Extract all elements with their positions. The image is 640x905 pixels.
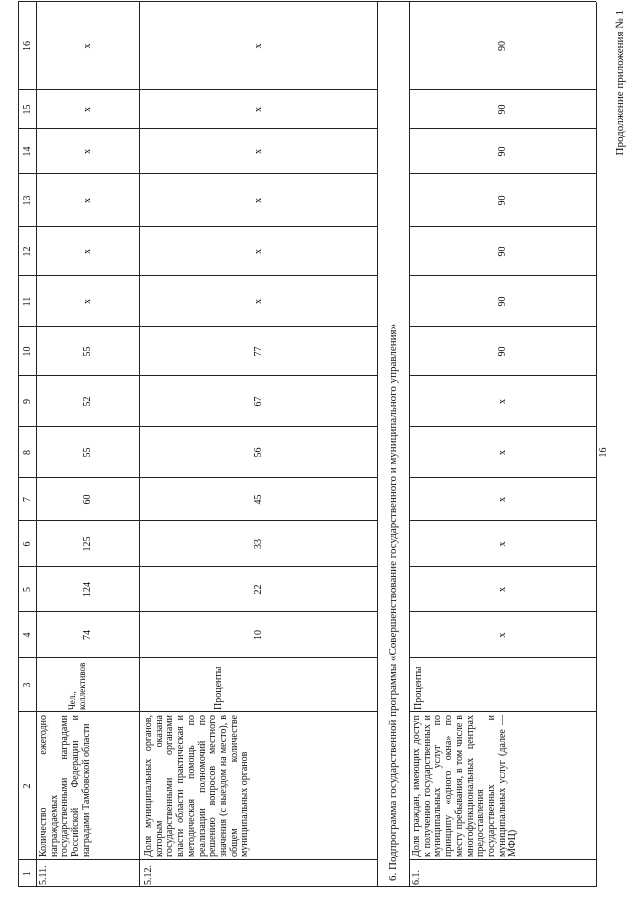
row-id-5-11: 5.11. — [38, 865, 49, 885]
indicator-table — [18, 2, 596, 887]
page-number: 16 — [598, 447, 609, 458]
col-divider — [409, 711, 596, 712]
col-divider — [18, 520, 377, 521]
value-6-1-col6: x — [497, 541, 508, 547]
col-divider — [18, 566, 377, 567]
value-5-11-col6: 125 — [82, 536, 93, 552]
row-id-5-12: 5.12. — [143, 865, 154, 885]
header-cell-col10: 10 — [21, 346, 33, 357]
col-divider — [18, 859, 377, 860]
value-5-11-col15: x — [82, 107, 93, 112]
value-5-11-col13: x — [82, 198, 93, 203]
table-rule-header — [36, 2, 37, 887]
header-cell-col2: 2 — [21, 783, 33, 789]
header-cell-col4: 4 — [21, 632, 33, 638]
header-cell-col9: 9 — [21, 399, 33, 404]
col-divider — [409, 128, 596, 129]
table-rule-section — [409, 2, 410, 887]
table-rule-right — [18, 1, 596, 2]
col-divider — [18, 326, 377, 327]
table-rule-row-5-11 — [139, 2, 140, 887]
col-divider — [18, 711, 377, 712]
row-description-6-1: Доля граждан, имеющих доступ к получению государственных и муниципальных услуг по принципу «одного окна» по месту пребывания, в том числе в многофункциональных центрах предоставления государственных и муниципальных услуг (далее — МФЦ) — [411, 715, 519, 857]
value-5-12-col8: 56 — [252, 447, 264, 458]
col-divider — [409, 657, 596, 658]
value-5-11-col4: 74 — [82, 630, 93, 640]
header-cell-col14: 14 — [21, 146, 33, 157]
value-5-11-col16: x — [82, 43, 93, 49]
value-6-1-col14: 90 — [497, 146, 508, 157]
value-5-12-col13: x — [252, 198, 264, 203]
header-cell-col8: 8 — [21, 450, 33, 455]
value-6-1-col10: 90 — [497, 346, 508, 357]
header-cell-col5: 5 — [21, 587, 33, 592]
col-divider — [409, 566, 596, 567]
value-5-11-col5: 124 — [82, 582, 93, 597]
col-divider — [18, 128, 377, 129]
header-cell-col16: 16 — [21, 41, 33, 51]
table-rule-left — [18, 886, 596, 887]
value-6-1-col15: 90 — [497, 104, 508, 115]
col-divider — [18, 477, 377, 478]
value-6-1-col9: x — [497, 399, 508, 404]
col-divider — [18, 611, 377, 612]
header-cell-col6: 6 — [21, 541, 33, 547]
value-6-1-col5: x — [497, 587, 508, 592]
value-5-12-col14: x — [252, 149, 264, 154]
col-divider — [409, 275, 596, 276]
col-divider — [18, 657, 377, 658]
col-divider — [409, 226, 596, 227]
value-5-12-col6: 33 — [252, 539, 264, 549]
col-divider — [409, 477, 596, 478]
table-rule-row-5-12 — [377, 2, 378, 887]
value-6-1-col11: 90 — [497, 296, 508, 307]
col-divider — [18, 89, 377, 90]
value-5-12-col16: x — [252, 43, 264, 49]
col-divider — [409, 426, 596, 427]
value-5-11-col10: 55 — [82, 346, 93, 357]
row-unit-6-1: Проценты — [413, 666, 424, 710]
value-6-1-col7: x — [497, 497, 508, 502]
col-divider — [409, 375, 596, 376]
appendix-caption: Продолжение приложения № 1 — [614, 10, 626, 156]
value-5-11-col14: x — [82, 149, 93, 154]
value-6-1-col4: x — [497, 632, 508, 638]
row-unit-5-11: Чел., коллективов — [67, 662, 87, 710]
col-divider — [409, 520, 596, 521]
value-5-11-col11: x — [82, 299, 93, 304]
value-6-1-col13: 90 — [497, 195, 508, 206]
value-5-11-col9: 52 — [82, 396, 93, 407]
value-5-11-col8: 55 — [82, 447, 93, 458]
value-5-11-col7: 60 — [82, 494, 93, 505]
col-divider — [18, 426, 377, 427]
col-divider — [18, 226, 377, 227]
col-divider — [409, 611, 596, 612]
value-5-12-col7: 45 — [252, 494, 264, 505]
col-divider — [18, 275, 377, 276]
header-cell-col12: 12 — [21, 246, 33, 257]
col-divider — [409, 173, 596, 174]
value-5-11-col12: x — [82, 249, 93, 254]
value-5-12-col12: x — [252, 249, 264, 254]
row-description-5-11: Количество ежегодно награждаемых государственными наградами Российской Федерации и наградами Тамбовской области — [38, 715, 92, 857]
row-unit-5-12: Проценты — [213, 666, 224, 710]
value-5-12-col4: 10 — [252, 630, 264, 640]
value-6-1-col12: 90 — [497, 246, 508, 257]
value-6-1-col8: x — [497, 450, 508, 455]
col-divider — [18, 173, 377, 174]
header-cell-col11: 11 — [21, 296, 33, 307]
header-cell-col3: 3 — [21, 682, 33, 688]
value-5-12-col11: x — [252, 299, 264, 304]
row-id-6-1: 6.1. — [411, 870, 422, 885]
col-divider — [409, 326, 596, 327]
header-cell-col15: 15 — [21, 104, 33, 115]
col-divider — [409, 89, 596, 90]
table-rule-top — [18, 2, 19, 887]
col-divider — [18, 375, 377, 376]
col-divider — [409, 859, 596, 860]
row-description-5-12: Доля муниципальных органов, которым оказана государственными органами власти области практическая и методическая помощь по реализации полномочий по решению вопросов местного значения (с выездом на место), в общем количестве муниципальных органов — [143, 715, 251, 857]
header-cell-col7: 7 — [21, 497, 33, 502]
header-cell-col13: 13 — [21, 195, 33, 206]
value-5-12-col15: x — [252, 107, 264, 112]
value-6-1-col16: 90 — [497, 41, 508, 51]
value-5-12-col10: 77 — [252, 346, 264, 357]
section-title: 6. Подпрограмма государственной программы «Совершенствование государственного и муниципального управления» — [387, 323, 399, 881]
header-cell-col1: 1 — [21, 871, 33, 876]
table-rule-bottom — [596, 2, 597, 887]
value-5-12-col9: 67 — [252, 396, 264, 407]
value-5-12-col5: 22 — [252, 584, 264, 595]
